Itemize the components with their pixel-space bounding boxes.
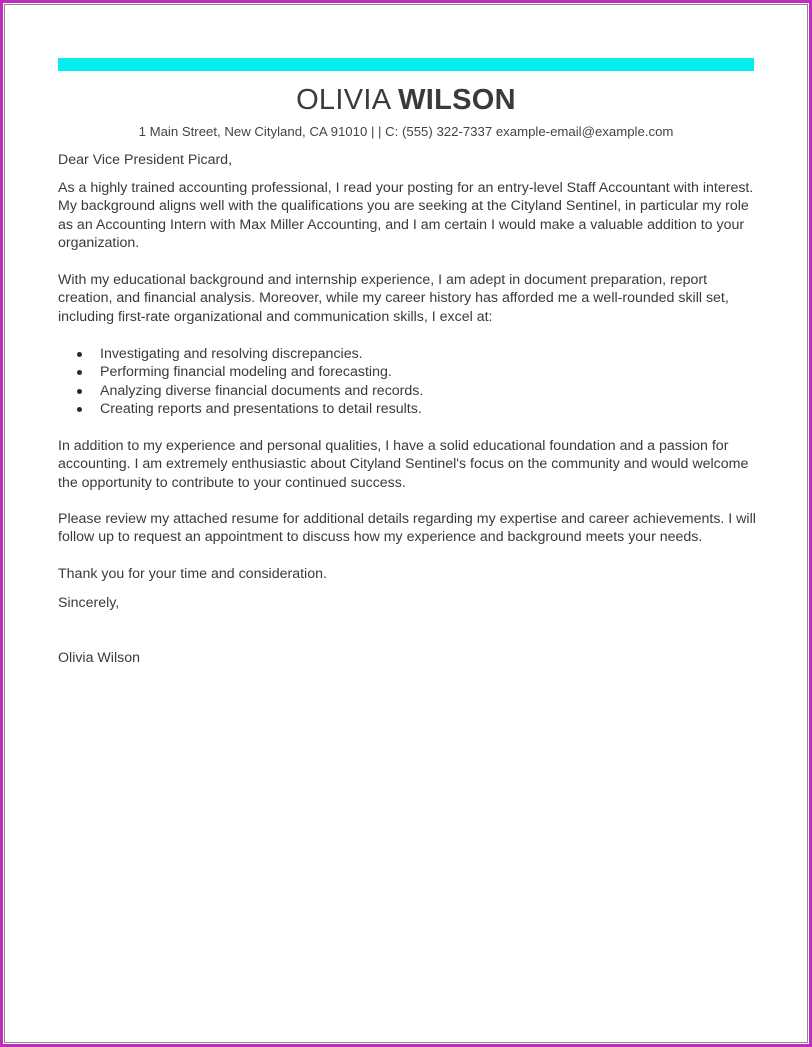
bullet-icon [77, 389, 82, 394]
paragraph-follow-up: Please review my attached resume for additional details regarding my expertise and career achievements. I will follow up to request an appointment to discuss how my experience and background meets your needs. [58, 511, 756, 546]
paragraph-skills-lead: With my educational background and internship experience, I am adept in document preparation, report creation, and financial analysis. Moreover, while my career history has afforded me a well-rounded skill set, including first-rate organizational and communication skills, I excel at: [58, 272, 729, 325]
thanks-line: Thank you for your time and consideration. [58, 566, 327, 582]
skill-text: Performing financial modeling and forecasting. [100, 364, 392, 381]
signature-name: Olivia Wilson [58, 650, 140, 666]
skill-text: Creating reports and presentations to detail results. [100, 401, 422, 418]
applicant-name [0, 83, 812, 117]
bullet-icon [77, 407, 82, 412]
contact-line: 1 Main Street, New Cityland, CA 91010 | | C: (555) 322-7337 example-email@example.com [138, 124, 674, 139]
paragraph-education: In addition to my experience and personal qualities, I have a solid educational foundation and a passion for accounting. I am extremely enthusiastic about Cityland Sentinel's focus on the community and would welcome the opportunity to contribute to your continued success. [58, 438, 749, 491]
closing: Sincerely, [58, 595, 120, 611]
bullet-icon [77, 370, 82, 375]
skills-list [58, 345, 758, 419]
first-name: OLIVIA [296, 84, 390, 116]
list-item [58, 363, 758, 381]
header-accent-bar [58, 58, 754, 71]
skill-text: Investigating and resolving discrepancies. [100, 346, 363, 362]
paragraph-intro: As a highly trained accounting professional, I read your posting for an entry-level Staff Accountant with interest. My background aligns well with the qualifications you are seeking at the Cityland Sentinel, in particular my role as an Accounting Intern with Max Miller Accounting, and I am certain I would make a valuable addition to your organization. [58, 180, 754, 252]
last-name: WILSON [398, 84, 516, 116]
salutation: Dear Vice President Picard, [58, 152, 233, 168]
list-item [58, 345, 758, 363]
list-item [58, 400, 758, 418]
list-item [58, 382, 758, 400]
bullet-icon [77, 352, 82, 357]
skill-text: Analyzing diverse financial documents and records. [100, 382, 424, 399]
